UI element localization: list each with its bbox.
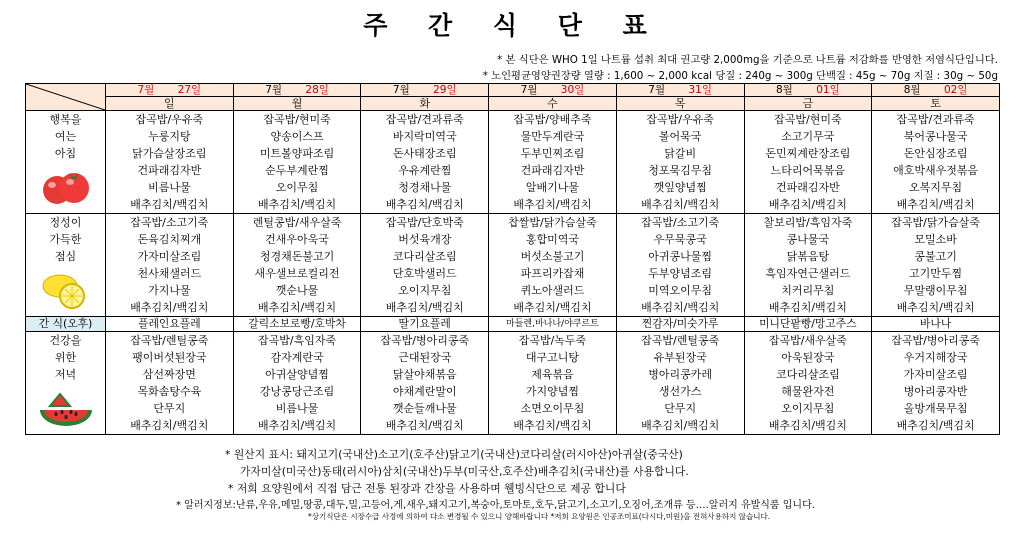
snack-cell: 갈릭소보로빵/호박차 bbox=[233, 317, 361, 332]
date-cell bbox=[872, 84, 1000, 97]
dish-item: 잡곡밥/렌틸콩죽 bbox=[130, 334, 209, 347]
dish-item: 삼선짜장면 bbox=[142, 368, 196, 381]
menu-table bbox=[25, 83, 1000, 435]
dish-item: 두부민찌조림 bbox=[520, 147, 585, 160]
menu-cell bbox=[616, 214, 744, 317]
menu-cell bbox=[872, 332, 1000, 435]
dish-item: 감자계란국 bbox=[270, 351, 324, 364]
date-label: 02일 bbox=[943, 84, 968, 96]
dish-item: 단무지 bbox=[153, 402, 186, 415]
snack-row bbox=[26, 317, 1000, 332]
dish-item: 느타리어묵볶음 bbox=[770, 164, 846, 177]
dish-item: 돈사태장조림 bbox=[392, 147, 457, 160]
dish-item: 배추김치/백김치 bbox=[513, 198, 592, 211]
date-label: 31일 bbox=[688, 84, 713, 96]
dish-item: 청포묵김무침 bbox=[648, 164, 713, 177]
dish-item: 깻잎양념찜 bbox=[653, 181, 707, 194]
dish-item: 배추김치/백김치 bbox=[385, 301, 464, 314]
dish-item: 모밀소바 bbox=[914, 233, 957, 246]
dish-item: 잡곡밥/우유죽 bbox=[135, 113, 204, 126]
dish-item: 우거지해장국 bbox=[903, 351, 968, 364]
dish-item: 단호박샐러드 bbox=[392, 267, 457, 280]
dish-item: 우유계란찜 bbox=[398, 164, 452, 177]
dish-item: 단무지 bbox=[664, 402, 697, 415]
dish-item: 북어콩나물국 bbox=[903, 130, 968, 143]
meal-label-cell bbox=[26, 214, 106, 317]
dish-item: 대구고니탕 bbox=[525, 351, 580, 364]
date-label: 30일 bbox=[560, 84, 585, 96]
snack-cell: 바나나 bbox=[872, 317, 1000, 332]
dish-item: 두부양념조림 bbox=[648, 267, 713, 280]
menu-cell bbox=[106, 332, 234, 435]
dish-item: 가자미살조림 bbox=[903, 368, 968, 381]
dish-item: 돈민찌계란장조림 bbox=[765, 147, 851, 160]
dish-item: 순두부계란찜 bbox=[265, 164, 329, 177]
dish-item: 잡곡밥/흑임자죽 bbox=[258, 334, 337, 347]
dish-item: 비름나물 bbox=[275, 402, 319, 415]
date-cell bbox=[106, 84, 234, 97]
dish-item: 소면오이무침 bbox=[520, 402, 585, 415]
dish-item: 비름나물 bbox=[148, 181, 191, 194]
menu-cell bbox=[106, 111, 234, 214]
snack-cell: 플레인요플레 bbox=[106, 317, 234, 332]
dish-item: 잡곡밥/새우살죽 bbox=[768, 334, 847, 347]
dish-item: 건파래김자반 bbox=[520, 164, 585, 177]
dish-item: 잡곡밥/견과류죽 bbox=[896, 113, 975, 126]
page-title: 주 간 식 단 표 bbox=[363, 11, 663, 40]
dish-item: 잡곡밥/녹두죽 bbox=[518, 334, 587, 347]
dish-item: 배추김치/백김치 bbox=[896, 301, 975, 314]
nutrition-note: * 노인평균영양권장량 열량 : 1,600 ~ 2,000 kcal 당질 : 240g ~ 300g 단백질 : 45g ~ 70g 지질 : 30g ~ 50g bbox=[482, 70, 998, 82]
snack-cell: 찐감자/미숫가루 bbox=[616, 317, 744, 332]
dish-item: 건파래김자반 bbox=[137, 164, 202, 177]
menu-cell bbox=[616, 111, 744, 214]
dish-item: 건새우아욱국 bbox=[265, 233, 329, 246]
dish-item: 배추김치/백김치 bbox=[130, 198, 209, 211]
dish-item: 배추김치/백김치 bbox=[258, 419, 337, 432]
soy-sauce-note: * 저희 요양원에서 직접 담근 전통 된장과 간장을 사용하며 웰빙식단으로 제공 합니다 bbox=[228, 482, 626, 495]
dish-item: 코다리살조림 bbox=[775, 368, 840, 381]
dish-item: 오복지무침 bbox=[909, 181, 963, 194]
meal-label-line: 정성이 bbox=[49, 216, 82, 229]
dish-item: 깻순나물 bbox=[275, 284, 319, 297]
weekday-cell: 금 bbox=[744, 97, 872, 111]
weekday-cell: 화 bbox=[361, 97, 489, 111]
meal-label-line: 아침 bbox=[54, 147, 77, 160]
dish-item: 콩불고기 bbox=[914, 250, 957, 263]
dish-item: 고기만두찜 bbox=[909, 267, 963, 280]
dish-item: 청경채돈불고기 bbox=[259, 250, 335, 263]
dish-item: 오이무침 bbox=[275, 181, 319, 194]
dish-item: 배추김치/백김치 bbox=[641, 198, 720, 211]
weekday-cell: 수 bbox=[489, 97, 617, 111]
dish-item: 새우샐브로컬리전 bbox=[254, 267, 340, 280]
menu-cell bbox=[361, 214, 489, 317]
dish-item: 찹쌀밥/닭가슴살죽 bbox=[508, 216, 597, 229]
weekday-cell: 목 bbox=[616, 97, 744, 111]
dish-item: 배추김치/백김치 bbox=[258, 198, 337, 211]
dish-item: 해물완자전 bbox=[781, 385, 835, 398]
menu-cell bbox=[489, 332, 617, 435]
dish-item: 바지락미역국 bbox=[392, 130, 457, 143]
menu-cell bbox=[744, 111, 872, 214]
month-label: 7월 bbox=[520, 84, 538, 96]
dish-item: 잡곡밥/병아리콩죽 bbox=[380, 334, 470, 347]
dish-item: 배추김치/백김치 bbox=[768, 301, 847, 314]
dish-item: 홍합미역국 bbox=[525, 233, 580, 246]
dish-item: 파프리카잡채 bbox=[520, 267, 585, 280]
meal-label-line: 여는 bbox=[54, 130, 77, 143]
dish-item: 잡곡밥/병아리콩죽 bbox=[891, 334, 980, 347]
menu-cell bbox=[744, 332, 872, 435]
dish-item: 팽이버섯된장국 bbox=[132, 351, 207, 364]
tomato-icon bbox=[26, 167, 105, 207]
dish-item: 아욱된장국 bbox=[781, 351, 835, 364]
dish-item: 병아리콩카레 bbox=[648, 368, 713, 381]
dish-item: 양송이스프 bbox=[270, 130, 324, 143]
dish-item: 배추김치/백김치 bbox=[130, 419, 209, 432]
corner-cell bbox=[26, 84, 106, 111]
meal-label-line: 점심 bbox=[54, 250, 77, 263]
dish-item: 잡곡밥/렌틸콩죽 bbox=[641, 334, 720, 347]
dish-item: 배추김치/백김치 bbox=[513, 301, 592, 314]
dish-item: 닭볶음탕 bbox=[786, 250, 830, 263]
lemon-icon bbox=[26, 270, 105, 310]
date-cell bbox=[616, 84, 744, 97]
month-label: 7월 bbox=[392, 84, 410, 96]
dish-item: 잡곡밥/현미죽 bbox=[263, 113, 331, 126]
date-cell bbox=[361, 84, 489, 97]
dates-row bbox=[26, 84, 1000, 97]
dish-item: 버섯육개장 bbox=[398, 233, 452, 246]
meal-label-line: 건강을 bbox=[49, 334, 82, 347]
menu-cell bbox=[233, 111, 361, 214]
date-label: 01일 bbox=[816, 84, 840, 96]
menu-cell bbox=[233, 214, 361, 317]
meal-label-cell bbox=[26, 111, 106, 214]
dish-item: 배추김치/백김치 bbox=[385, 198, 464, 211]
weekday-cell: 일 bbox=[106, 97, 234, 111]
dish-item: 잡곡밥/소고기죽 bbox=[641, 216, 720, 229]
dish-item: 잡곡밥/견과류죽 bbox=[385, 113, 464, 126]
month-label: 8월 bbox=[903, 84, 921, 96]
dish-item: 미역오이무침 bbox=[648, 284, 713, 297]
dish-item: 닭살야채볶음 bbox=[392, 368, 457, 381]
breakfast-row bbox=[26, 111, 1000, 214]
dish-item: 퀴노아샐러드 bbox=[520, 284, 585, 297]
dish-item: 버섯소불고기 bbox=[520, 250, 585, 263]
dish-item: 찰보리밥/흑임자죽 bbox=[763, 216, 853, 229]
date-cell bbox=[744, 84, 872, 97]
dish-item: 잡곡밥/소고기죽 bbox=[130, 216, 209, 229]
dish-item: 소고기무국 bbox=[781, 130, 835, 143]
snack-cell: 마들렌,바나나/야쿠르트 bbox=[489, 317, 617, 332]
dish-item: 잡곡밥/현미죽 bbox=[774, 113, 842, 126]
lunch-row bbox=[26, 214, 1000, 317]
dish-item: 배추김치/백김치 bbox=[130, 301, 209, 314]
dish-item: 가자미살조림 bbox=[137, 250, 202, 263]
dish-item: 가지양념찜 bbox=[525, 385, 580, 398]
dish-item: 누룽지탕 bbox=[148, 130, 191, 143]
dish-item: 병아리콩자반 bbox=[903, 385, 968, 398]
dish-item: 올방개묵무침 bbox=[903, 402, 968, 415]
dish-item: 닭가슴살장조림 bbox=[132, 147, 207, 160]
dinner-row bbox=[26, 332, 1000, 435]
menu-cell bbox=[361, 332, 489, 435]
dish-item: 가지나물 bbox=[148, 284, 191, 297]
dish-item: 청경채나물 bbox=[398, 181, 452, 194]
month-label: 8월 bbox=[776, 84, 793, 96]
sodium-note: * 본 식단은 WHO 1일 나트륨 섭취 최대 권고량 2,000mg을 기준으로 나트륨 저감화를 반영한 저염식단입니다. bbox=[497, 54, 998, 66]
date-cell bbox=[233, 84, 361, 97]
menu-cell bbox=[361, 111, 489, 214]
dish-item: 우무묵콩국 bbox=[653, 233, 707, 246]
weekday-cell: 월 bbox=[233, 97, 361, 111]
weekday-cell: 토 bbox=[872, 97, 1000, 111]
dish-item: 배추김치/백김치 bbox=[641, 301, 720, 314]
meal-label-cell bbox=[26, 332, 106, 435]
dish-item: 오이지무침 bbox=[781, 402, 835, 415]
dish-item: 오이지무침 bbox=[398, 284, 452, 297]
meal-label-line: 가득한 bbox=[49, 233, 82, 246]
menu-cell bbox=[616, 332, 744, 435]
dish-item: 알배기나물 bbox=[525, 181, 580, 194]
dish-item: 렌틸콩밥/새우살죽 bbox=[252, 216, 342, 229]
dish-item: 배추김치/백김치 bbox=[768, 198, 847, 211]
meal-label-line: 위한 bbox=[54, 351, 77, 364]
weekday-row bbox=[26, 97, 1000, 111]
diagonal-line bbox=[26, 84, 105, 110]
dish-item: 야채계란말이 bbox=[392, 385, 457, 398]
dish-item: 무말랭이무침 bbox=[903, 284, 968, 297]
dish-item: 배추김치/백김치 bbox=[768, 419, 847, 432]
dish-item: 배추김치/백김치 bbox=[513, 419, 592, 432]
menu-cell bbox=[489, 214, 617, 317]
dish-item: 콩나물국 bbox=[786, 233, 830, 246]
dish-item: 유부된장국 bbox=[653, 351, 707, 364]
change-note: *상기식단은 시장수급 사정에 의하여 다소 변경될 수 있으니 양해바랍니다 *저희 요양원은 인공조미료(다시다,미원)을 전혀사용하지 않습니다. bbox=[308, 512, 771, 521]
origin-note: * 원산지 표시: 돼지고기(국내산)소고기(호주산)닭고기(국내산)코다리살(러시아산)아귀살(중국산) bbox=[225, 448, 683, 461]
menu-cell bbox=[872, 214, 1000, 317]
dish-item: 물만두계란국 bbox=[520, 130, 585, 143]
dish-item: 아귀콩나물찜 bbox=[648, 250, 713, 263]
dish-item: 깻순들깨나물 bbox=[392, 402, 457, 415]
dish-item: 잡곡밥/단호박죽 bbox=[385, 216, 464, 229]
dish-item: 잡곡밥/양배추죽 bbox=[513, 113, 592, 126]
dish-item: 강낭콩당근조림 bbox=[259, 385, 335, 398]
month-label: 7월 bbox=[265, 84, 283, 96]
dish-item: 제육볶음 bbox=[531, 368, 574, 381]
dish-item: 치커리무침 bbox=[781, 284, 835, 297]
menu-cell bbox=[489, 111, 617, 214]
dish-item: 잡곡밥/닭가슴살죽 bbox=[891, 216, 980, 229]
date-label: 27일 bbox=[177, 84, 202, 96]
dish-item: 닭갈비 bbox=[664, 147, 697, 160]
month-label: 7월 bbox=[648, 84, 666, 96]
menu-cell bbox=[106, 214, 234, 317]
snack-cell: 미니단팥빵/망고주스 bbox=[744, 317, 872, 332]
dish-item: 배추김치/백김치 bbox=[258, 301, 337, 314]
dish-item: 근대된장국 bbox=[398, 351, 452, 364]
menu-cell bbox=[233, 332, 361, 435]
dish-item: 배추김치/백김치 bbox=[896, 198, 975, 211]
dish-item: 돈육김치찌개 bbox=[137, 233, 202, 246]
allergy-note: * 알러지정보:난류,우유,메밀,땅콩,대두,밀,고등어,게,새우,돼지고기,복숭아,토마토,호두,닭고기,소고기,오징어,조개류 등….알러지 유발식품 입니다. bbox=[176, 500, 815, 511]
dish-item: 배추김치/백김치 bbox=[385, 419, 464, 432]
dish-item: 애호박새우젓볶음 bbox=[893, 164, 979, 177]
dish-item: 생선가스 bbox=[658, 385, 702, 398]
origin-note-cont: 가자미살(미국산)동태(러시아)삼치(국내산)두부(미국산,호주산)배추김치(국내산)를 사용합니다. bbox=[240, 465, 689, 478]
dish-item: 건파래김자반 bbox=[775, 181, 840, 194]
menu-cell bbox=[744, 214, 872, 317]
dish-item: 돈안심장조림 bbox=[903, 147, 968, 160]
dish-item: 배추김치/백김치 bbox=[896, 419, 975, 432]
date-label: 28일 bbox=[305, 84, 329, 96]
dish-item: 흑임자연근샐러드 bbox=[765, 267, 851, 280]
dish-item: 천사채샐러드 bbox=[137, 267, 202, 280]
watermelon-icon bbox=[26, 388, 105, 428]
snack-label: 간 식(오후) bbox=[26, 317, 106, 332]
date-cell bbox=[489, 84, 617, 97]
meal-label-line: 저녁 bbox=[54, 368, 77, 381]
dish-item: 코다리살조림 bbox=[392, 250, 457, 263]
dish-item: 목화솜탕수육 bbox=[137, 385, 202, 398]
dish-item: 아귀살양념찜 bbox=[265, 368, 329, 381]
meal-label-line: 행복을 bbox=[49, 113, 82, 126]
month-label: 7월 bbox=[137, 84, 155, 96]
menu-cell bbox=[872, 111, 1000, 214]
snack-cell: 딸기요플레 bbox=[361, 317, 489, 332]
dish-item: 미트볼양파조림 bbox=[259, 147, 335, 160]
date-label: 29일 bbox=[433, 84, 457, 96]
dish-item: 잡곡밥/우유죽 bbox=[646, 113, 714, 126]
dish-item: 배추김치/백김치 bbox=[641, 419, 720, 432]
dish-item: 볼어묵국 bbox=[658, 130, 702, 143]
